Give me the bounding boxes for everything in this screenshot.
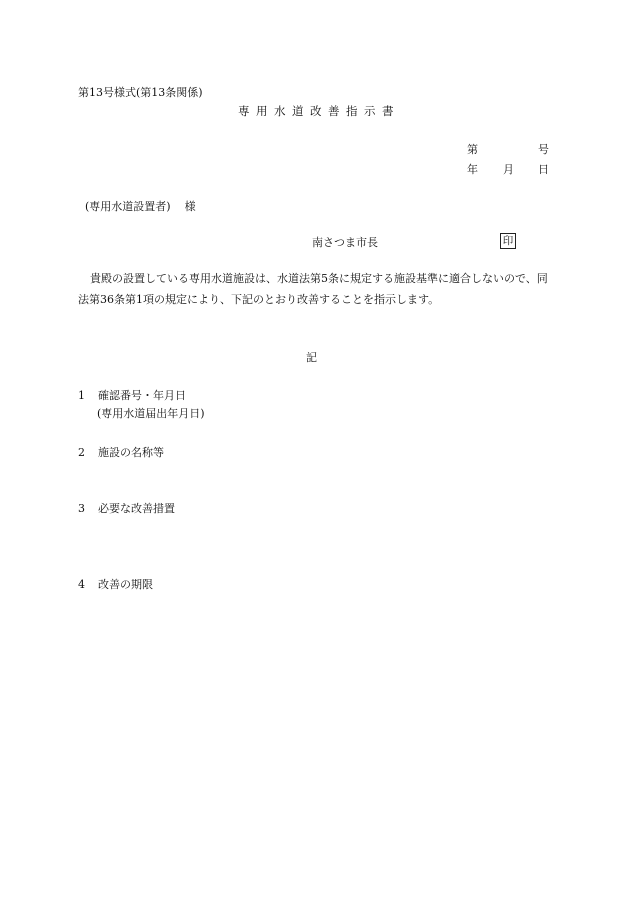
date-month-label: 月	[503, 163, 514, 176]
item-label: 確認番号・年月日	[98, 389, 186, 402]
addressee-honorific: 様	[184, 200, 196, 213]
item-label: 施設の名称等	[98, 446, 164, 459]
list-item	[78, 576, 153, 592]
seal-mark: 印	[500, 233, 516, 249]
item-sublabel: (専用水道届出年月日)	[97, 407, 205, 420]
item-number: 3	[78, 502, 85, 515]
item-label: 改善の期限	[98, 578, 153, 591]
list-item	[78, 500, 175, 516]
ki-heading: 記	[306, 351, 317, 364]
addressee	[85, 198, 196, 214]
addressee-name: (専用水道設置者)	[85, 200, 171, 213]
item-number: 4	[78, 578, 85, 591]
item-number: 1	[78, 389, 85, 402]
date-day-label: 日	[538, 163, 549, 176]
item-number: 2	[78, 446, 85, 459]
list-item	[78, 387, 186, 403]
list-item	[78, 444, 164, 460]
document-title: 専用水道改善指示書	[238, 104, 400, 118]
item-label: 必要な改善措置	[98, 502, 175, 515]
body-paragraph: 貴殿の設置している専用水道施設は、水道法第5条に規定する施設基準に適合しないので、同法第36条第1項の規定により、下記のとおり改善することを指示します。	[78, 272, 548, 306]
number-suffix: 号	[538, 143, 549, 156]
date-year-label: 年	[467, 163, 478, 176]
number-label: 第	[467, 143, 478, 156]
form-number: 第13号様式(第13条関係)	[78, 86, 203, 99]
issuer: 南さつま市長	[312, 236, 378, 249]
